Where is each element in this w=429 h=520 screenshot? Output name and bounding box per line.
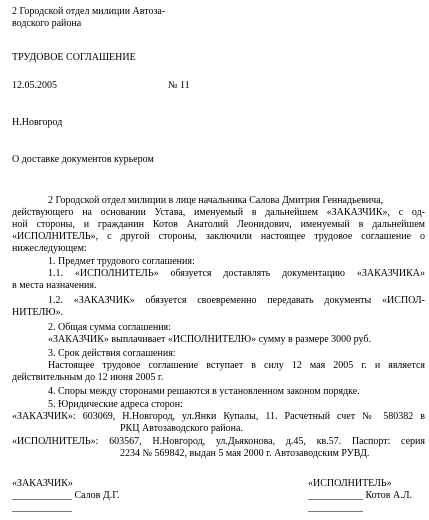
- section-2-heading: 2. Общая сумма соглашения:: [48, 322, 171, 333]
- organization-line-2: водского района: [12, 17, 82, 29]
- document-number: № 11: [168, 80, 190, 91]
- preamble-line-2: действующего на основании Устава, именуемый в дальнейшем «ЗАКАЗЧИК», с од-: [12, 207, 425, 218]
- clause-1-2-line-1: 1.2. «ЗАКАЗЧИК» обязуется своевременно передавать документы «ИСПОЛ-: [48, 295, 425, 306]
- preamble-line-5: нижеследующем:: [12, 243, 87, 254]
- section-3-line-2: действительным до 12 июня 2005 г.: [12, 372, 164, 383]
- section-2-text: «ЗАКАЗЧИК» выплачивает «ИСПОЛНИТЕЛЮ» сумму в размере 3000 руб.: [48, 334, 371, 345]
- section-3-heading: 3. Срок действия соглашения:: [48, 348, 176, 359]
- signature-left-blank: ____________: [12, 502, 72, 513]
- signature-right-party: «ИСПОЛНИТЕЛЬ»: [308, 478, 392, 489]
- clause-1-1-line-1: 1.1. «ИСПОЛНИТЕЛЬ» обязуется доставлять документацию «ЗАКАЗЧИКА»: [48, 268, 425, 279]
- preamble-line-3: ной стороны, и гражданин Котов Анатолий Леонидович, именуемый в дальнейшем: [12, 219, 425, 230]
- document-subject: О доставке документов курьером: [12, 154, 154, 165]
- customer-address-line-2: РКЦ Автозаводского района.: [120, 423, 243, 434]
- section-1-heading: 1. Предмет трудового соглашения:: [48, 256, 195, 267]
- preamble-line-4: «ИСПОЛНИТЕЛЬ», с другой стороны, заключили настоящее трудовое соглашение о: [12, 231, 425, 242]
- organization-line-1: 2 Городской отдел милиции Автоза-: [12, 6, 166, 17]
- signature-right-blank: ___________: [308, 502, 363, 513]
- organization-name: [12, 6, 165, 30]
- section-3-line-1: Настоящее трудовое соглашение вступает в силу 12 мая 2005 г. и является: [48, 360, 425, 371]
- signature-right-line: ___________ Котов А.Л.: [308, 490, 413, 501]
- signature-left-party: «ЗАКАЗЧИК»: [12, 478, 73, 489]
- city: Н.Новгород: [12, 117, 63, 128]
- section-5-heading: 5. Юридические адреса сторон:: [48, 399, 183, 410]
- clause-1-1-line-2: в места назначения.: [12, 280, 97, 291]
- clause-1-2-line-2: НИТЕЛЮ».: [12, 307, 64, 318]
- contractor-address-line-2: 2234 № 569842, выдан 5 мая 2000 г. Автозаводским РУВД.: [120, 448, 370, 459]
- signature-left-line: ____________ Салов Д.Г.: [12, 490, 120, 501]
- document-date: 12.05.2005: [12, 80, 57, 91]
- document-title: ТРУДОВОЕ СОГЛАШЕНИЕ: [12, 52, 136, 63]
- customer-address-line-1: «ЗАКАЗЧИК»: 603069, Н.Новгород, ул.Янки Купалы, 11. Расчетный счет № 580382 в: [12, 411, 425, 422]
- contractor-address-line-1: «ИСПОЛНИТЕЛЬ»: 603567, Н.Новгород, ул.Дьяконова, д.45, кв.57. Паспорт: серия: [12, 436, 425, 447]
- preamble-line-1: 2 Городской отдел милиции в лице начальника Салова Дмитрия Геннадьевича,: [48, 195, 384, 206]
- section-4-heading: 4. Споры между сторонами решаются в установленном законом порядке.: [48, 386, 360, 397]
